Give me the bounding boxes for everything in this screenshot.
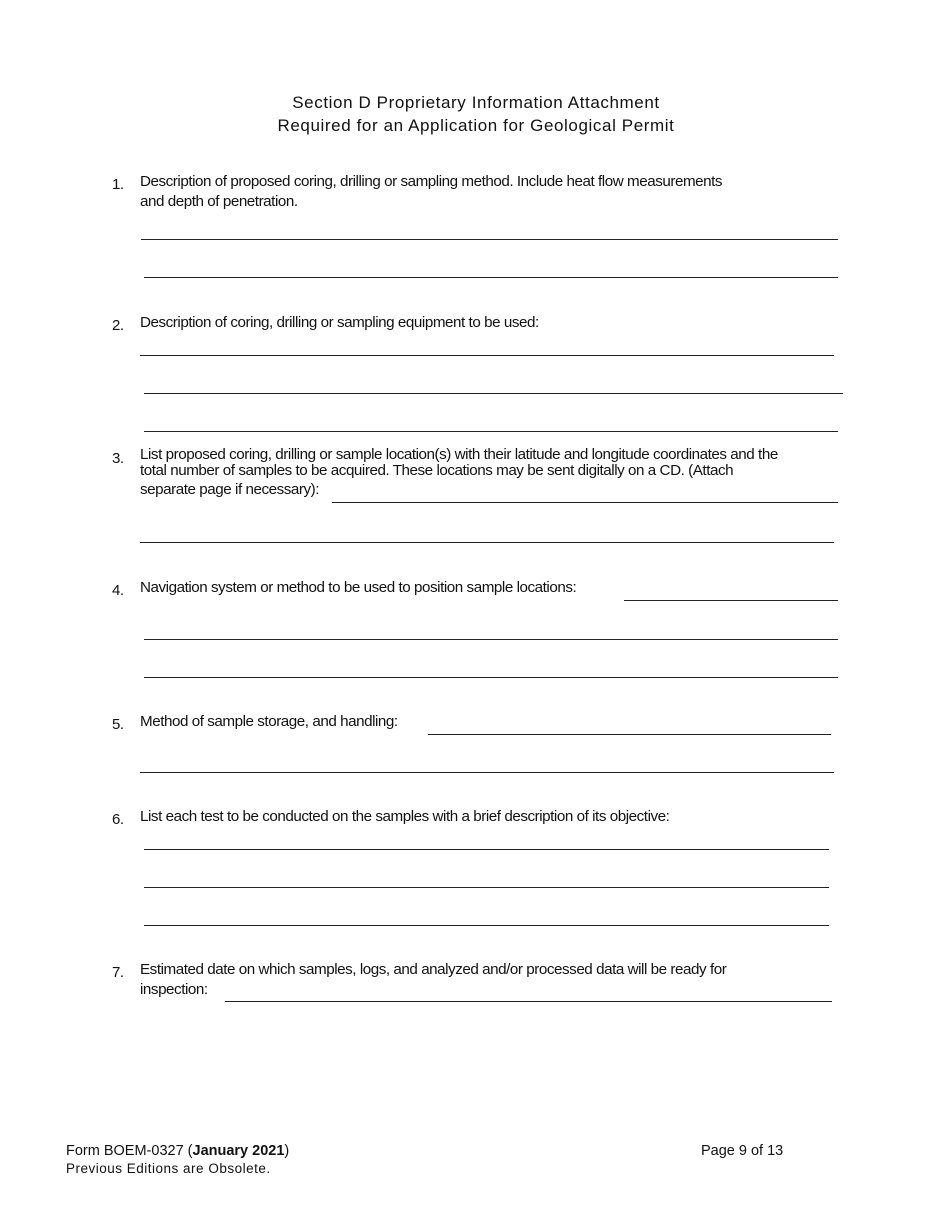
form-number xyxy=(66,1143,289,1159)
answer-line-2c[interactable] xyxy=(144,431,838,432)
question-1-text-line2: and depth of penetration. xyxy=(140,193,298,210)
question-number: 1. xyxy=(112,176,124,193)
answer-line-2a[interactable] xyxy=(140,355,834,356)
form-revision-date: January 2021 xyxy=(192,1143,285,1159)
question-7-text-line2: inspection: xyxy=(140,981,208,998)
answer-line-6b[interactable] xyxy=(144,887,829,888)
question-1-text-line1: Description of proposed coring, drilling or sampling method. Include heat flow measurements xyxy=(140,173,723,190)
answer-line-3b[interactable] xyxy=(140,542,834,543)
question-3-text-line3: separate page if necessary): xyxy=(140,481,320,498)
question-6-text: List each test to be conducted on the samples with a brief description of its objective: xyxy=(140,808,670,825)
answer-line-4a[interactable] xyxy=(624,600,838,601)
question-3-text-line2: total number of samples to be acquired. These locations may be sent digitally on a CD. (Attach xyxy=(140,462,734,479)
question-number: 4. xyxy=(112,582,124,599)
question-number: 3. xyxy=(112,450,124,467)
answer-line-4b[interactable] xyxy=(144,639,838,640)
form-number-suffix: ) xyxy=(284,1143,290,1159)
form-number-prefix: Form BOEM-0327 ( xyxy=(66,1143,193,1159)
question-4-text: Navigation system or method to be used to position sample locations: xyxy=(140,579,577,596)
form-title-line2: Required for an Application for Geological Permit xyxy=(277,116,675,135)
answer-line-6a[interactable] xyxy=(144,849,829,850)
question-number: 7. xyxy=(112,964,124,981)
page-number: Page 9 of 13 xyxy=(701,1143,784,1159)
question-2-text: Description of coring, drilling or sampling equipment to be used: xyxy=(140,314,539,331)
answer-line-5a[interactable] xyxy=(428,734,831,735)
answer-line-5b[interactable] xyxy=(140,772,834,773)
question-5-text: Method of sample storage, and handling: xyxy=(140,713,398,730)
answer-line-1a[interactable] xyxy=(141,239,838,240)
question-3-text-line1: List proposed coring, drilling or sample location(s) with their latitude and longitude coordinates and the xyxy=(140,446,778,463)
answer-line-2b[interactable] xyxy=(144,393,843,394)
form-title-line1: Section D Proprietary Information Attachment xyxy=(292,93,660,112)
question-number: 5. xyxy=(112,716,124,733)
question-7-text-line1: Estimated date on which samples, logs, and analyzed and/or processed data will be ready for xyxy=(140,961,727,978)
answer-line-6c[interactable] xyxy=(144,925,829,926)
answer-line-1b[interactable] xyxy=(144,277,838,278)
answer-line-3a[interactable] xyxy=(332,502,838,503)
question-number: 2. xyxy=(112,317,124,334)
answer-line-7a[interactable] xyxy=(225,1001,832,1002)
question-number: 6. xyxy=(112,811,124,828)
answer-line-4c[interactable] xyxy=(144,677,838,678)
obsolete-notice: Previous Editions are Obsolete. xyxy=(66,1161,271,1176)
